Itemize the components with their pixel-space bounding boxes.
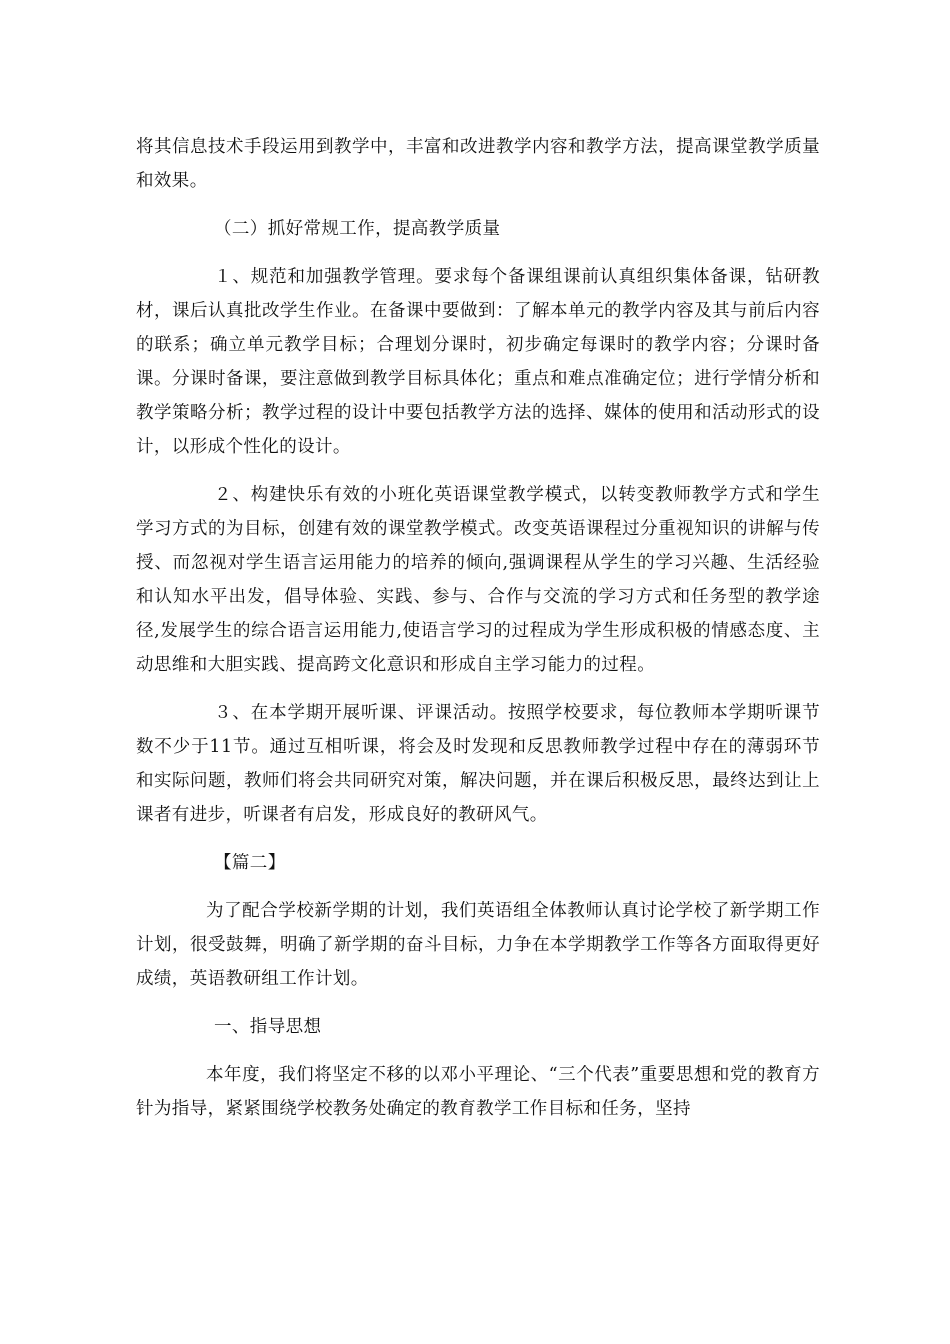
paragraph-continuation: 将其信息技术手段运用到教学中，丰富和改进教学内容和教学方法，提高课堂教学质量和效果。 — [136, 137, 820, 191]
section-heading-part-two: 【篇二】 — [214, 853, 286, 873]
paragraph-item-2: ２、构建快乐有效的小班化英语课堂教学模式，以转变教师教学方式和学生学习方式的为目标，创建有效的课堂教学模式。改变英语课程过分重视知识的讲解与传授、而忽视对学生语言运用能力的培养的倾向,强调课程从学生的学习兴趣、生活经验和认知水平出发，倡导体验、实践、参与、合作与交流的学习方式和任务型的教学途径,发展学生的综合语言运用能力,使语言学习的过程成为学生形成积极的情感态度、主动思维和大胆实践、提高跨文化意识和形成自主学习能力的过程。 — [136, 485, 820, 675]
paragraph-item-1: １、规范和加强教学管理。要求每个备课组课前认真组织集体备课，钻研教材，课后认真批改学生作业。在备课中要做到：了解本单元的教学内容及其与前后内容的联系；确立单元教学目标；合理划分课时，初步确定每课时的教学内容；分课时备课。分课时备课，要注意做到教学目标具体化；重点和难点准确定位；进行学情分析和教学策略分析；教学过程的设计中要包括教学方法的选择、媒体的使用和活动形式的设计，以形成个性化的设计。 — [136, 267, 820, 457]
paragraph-intro: 为了配合学校新学期的计划，我们英语组全体教师认真讨论学校了新学期工作计划，很受鼓舞，明确了新学期的奋斗目标，力争在本学期教学工作等各方面取得更好成绩，英语教研组工作计划。 — [136, 901, 820, 989]
section-heading-guiding-ideology: 一、指导思想 — [214, 1017, 322, 1037]
document-body — [136, 130, 820, 1126]
section-heading-routine-work: （二）抓好常规工作，提高教学质量 — [214, 219, 501, 239]
paragraph-guiding-ideology: 本年度，我们将坚定不移的以邓小平理论、“三个代表”重要思想和党的教育方针为指导，紧紧围绕学校教务处确定的教育教学工作目标和任务，坚持 — [136, 1065, 820, 1119]
paragraph-item-3: ３、在本学期开展听课、评课活动。按照学校要求，每位教师本学期听课节数不少于11节。通过互相听课，将会及时发现和反思教师教学过程中存在的薄弱环节和实际问题，教师们将会共同研究对策，解决问题，并在课后积极反思，最终达到让上课者有进步，听课者有启发，形成良好的教研风气。 — [136, 703, 820, 825]
